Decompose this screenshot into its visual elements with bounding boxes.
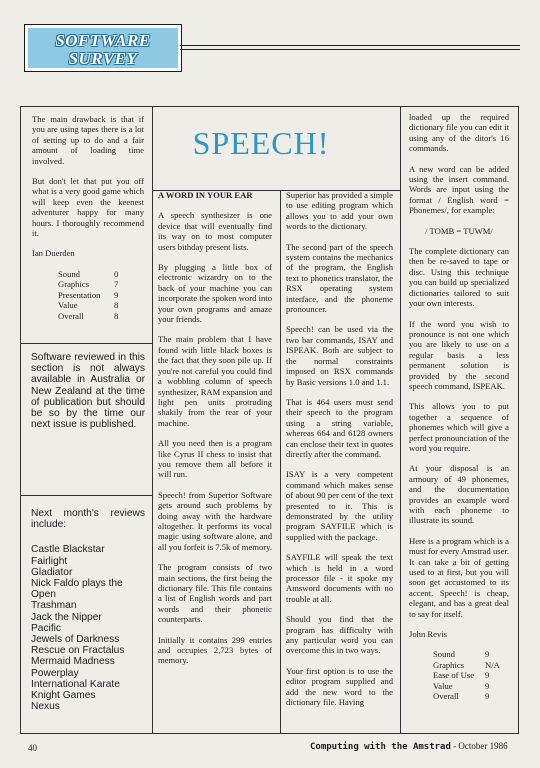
article-paragraph: Speech! from Superior Software gets around such problems by doing away with the hardware altogether. It performs its vocal magic using software alone, and all you forfeit is 7.5k of memory. xyxy=(158,489,273,552)
list-item: Fairlight xyxy=(31,555,68,567)
list-item: Powerplay xyxy=(31,667,79,679)
author: John Revis xyxy=(409,629,447,640)
issue-date: - October 1986 xyxy=(453,741,508,751)
column-divider xyxy=(152,106,153,733)
list-item: International Karate xyxy=(31,678,120,690)
rating-row: Presentation 9 xyxy=(58,289,119,300)
article-paragraph: ISAY is a very competent command which makes sense of about 90 per cent of the text presented to it. This is demonstrated by the utility program SAYFILE which is supplied with the package. xyxy=(286,469,393,542)
example-format: / TOMB = TUWM/ xyxy=(425,225,493,236)
rating-row: Overall 9 xyxy=(433,691,490,702)
rating-row: Ease of Use 9 xyxy=(433,670,490,681)
notice-rule xyxy=(20,495,152,496)
article-column-1 xyxy=(158,190,272,676)
section-title-box xyxy=(24,24,182,72)
header-rule xyxy=(180,45,520,50)
article-paragraph: By plugging a little box of electronic wizardry on to the back of your machine you can incorporate the spoken word into your own programs and amaze your friends. xyxy=(158,262,272,325)
rating-row: Overall 8 xyxy=(58,310,119,321)
article-paragraph: Speech! can be used via the two bar commands, ISAY and ISPEAK. Both are subject to the normal constraints imposed on RSX commands by Basic versions 1.0 and 1.1. xyxy=(286,324,393,387)
review-paragraph: The main drawback is that if you are using tapes there is a lot of setting up to do and a fair amount of loading time involved. xyxy=(32,114,144,166)
article-paragraph: Initially it contains 299 entries and occupies 2,723 bytes of memory. xyxy=(158,634,272,666)
author: Ian Duerden xyxy=(32,248,75,259)
next-month-intro: Next month's reviews include: xyxy=(31,508,145,531)
article-paragraph: Superior has provided a simple to use editing program which allows you to add your own words to the dictionary. xyxy=(286,190,393,232)
list-item: Trashman xyxy=(31,600,77,612)
column-divider xyxy=(280,190,281,733)
list-item: Jewels of Darkness xyxy=(31,634,120,646)
rating-row: Graphics 7 xyxy=(58,279,119,290)
article-title: SPEECH! xyxy=(192,125,330,161)
article-column-3 xyxy=(409,112,509,702)
article-paragraph: If the word you wish to pronounce is not one which you are likely to use on a regular basis a less permanent solution is provided by the second speech command, ISPEAK. xyxy=(409,318,509,391)
article-paragraph: The complete dictionary can then be re-saved to tape or disc. Using this technique you can build up specialized dictionaries tailored to suit your own interests. xyxy=(409,246,509,309)
rating-row: Value 8 xyxy=(58,300,119,311)
article-paragraph: A new word can be added using the insert command. Words are input using the format / English word = Phonemes/, for example: xyxy=(409,163,509,216)
list-item: Rescue on Fractalus xyxy=(31,645,125,657)
list-item: Nexus xyxy=(31,701,60,713)
article-paragraph: Should you find that the program has difficulty with any particular word you can overcome this in two ways. xyxy=(286,614,393,656)
article-paragraph: That is 464 users must send their speech to the program using a string variable, whereas 664 and 6128 owners can enclose their text in quotes directly after the command. xyxy=(286,396,393,459)
article-paragraph: loaded up the required dictionary file you can edit it using any of the ditor's 16 commands. xyxy=(409,112,509,154)
list-item: Castle Blackstar xyxy=(31,544,105,556)
magazine-footer xyxy=(310,741,508,752)
section-title: SOFTWARE SURVEY xyxy=(55,31,151,68)
list-item: Pacific xyxy=(31,622,62,634)
ratings-table xyxy=(433,649,500,701)
article-paragraph: This allows you to put together a sequence of phonemes which will give a perfect pronounciation of the word you require. xyxy=(409,401,509,453)
rating-row: Value 9 xyxy=(433,680,490,691)
notice-rule xyxy=(20,343,152,344)
rating-row: Graphics N/A xyxy=(433,659,500,670)
page-number: 40 xyxy=(28,743,37,753)
list-item: Knight Games xyxy=(31,690,96,702)
article-paragraph: All you need then is a program like Cyrus II chess to insist that you remove them all before it will run. xyxy=(158,438,272,480)
article-column-2 xyxy=(286,190,393,717)
article-headline: A WORD IN YOUR EAR xyxy=(158,190,253,200)
magazine-name: Computing with the Amstrad xyxy=(310,742,451,752)
rating-row: Sound 0 xyxy=(58,268,119,279)
ratings-table xyxy=(58,269,118,321)
list-item: Gladiator xyxy=(31,566,73,578)
article-paragraph: At your disposal is an armoury of 49 phonemes, and the documentation provides an example word with each phoneme to illustrate its sound. xyxy=(409,463,509,526)
column-divider xyxy=(400,106,401,733)
article-paragraph: The main problem that I have found with little black boxes is the fact that they soon pile up. If you're not careful you could find a wobbling column of speech synthesizer, RAM expansion and light pen units protruding shakily from the rear of your machine. xyxy=(158,334,272,428)
availability-notice: Software reviewed in this section is not always available in Australia or New Zealand at the time of publication but should be so by the time our next issue is published. xyxy=(31,352,145,431)
left-column xyxy=(32,114,144,321)
article-paragraph: A speech synthesizer is one device that will eventually find its way on to most computer users bithday present lists. xyxy=(158,210,272,252)
article-paragraph: SAYFILE will speak the text which is held in a word processor file - it spoke my Amsword documents with no trouble at all. xyxy=(286,552,393,604)
article-paragraph: Here is a program which is a must for every Amstrad user. It can take a bit of getting used to at first, but you will soon get accustomed to its accent. Speech! is cheap, elegant, and has a great deal to say for itself. xyxy=(409,535,509,619)
list-item: Mermaid Madness xyxy=(31,656,115,668)
review-paragraph: But don't let that put you off what is a very good game which will keep even the keenest adventurer happy for many hours. I thoroughly recommend it. xyxy=(32,176,144,239)
article-paragraph: Your first option is to use the editor program supplied and add the new word to the dictionary file. Having xyxy=(286,665,393,708)
next-month-list xyxy=(31,508,145,712)
article-paragraph: The second part of the speech system contains the mechanics of the program, the English text to phonetics translator, the RSX operating system interface, and the phoneme pronouncer. xyxy=(286,241,393,315)
rating-row: Sound 9 xyxy=(433,649,490,660)
list-item: Nick Faldo plays the Open xyxy=(31,578,123,601)
list-item: Jack the Nipper xyxy=(31,611,102,623)
article-paragraph: The program consists of two main sections, the first being the dictionary file. This file contains a list of English words and part words and their phonetic counterparts. xyxy=(158,562,272,625)
